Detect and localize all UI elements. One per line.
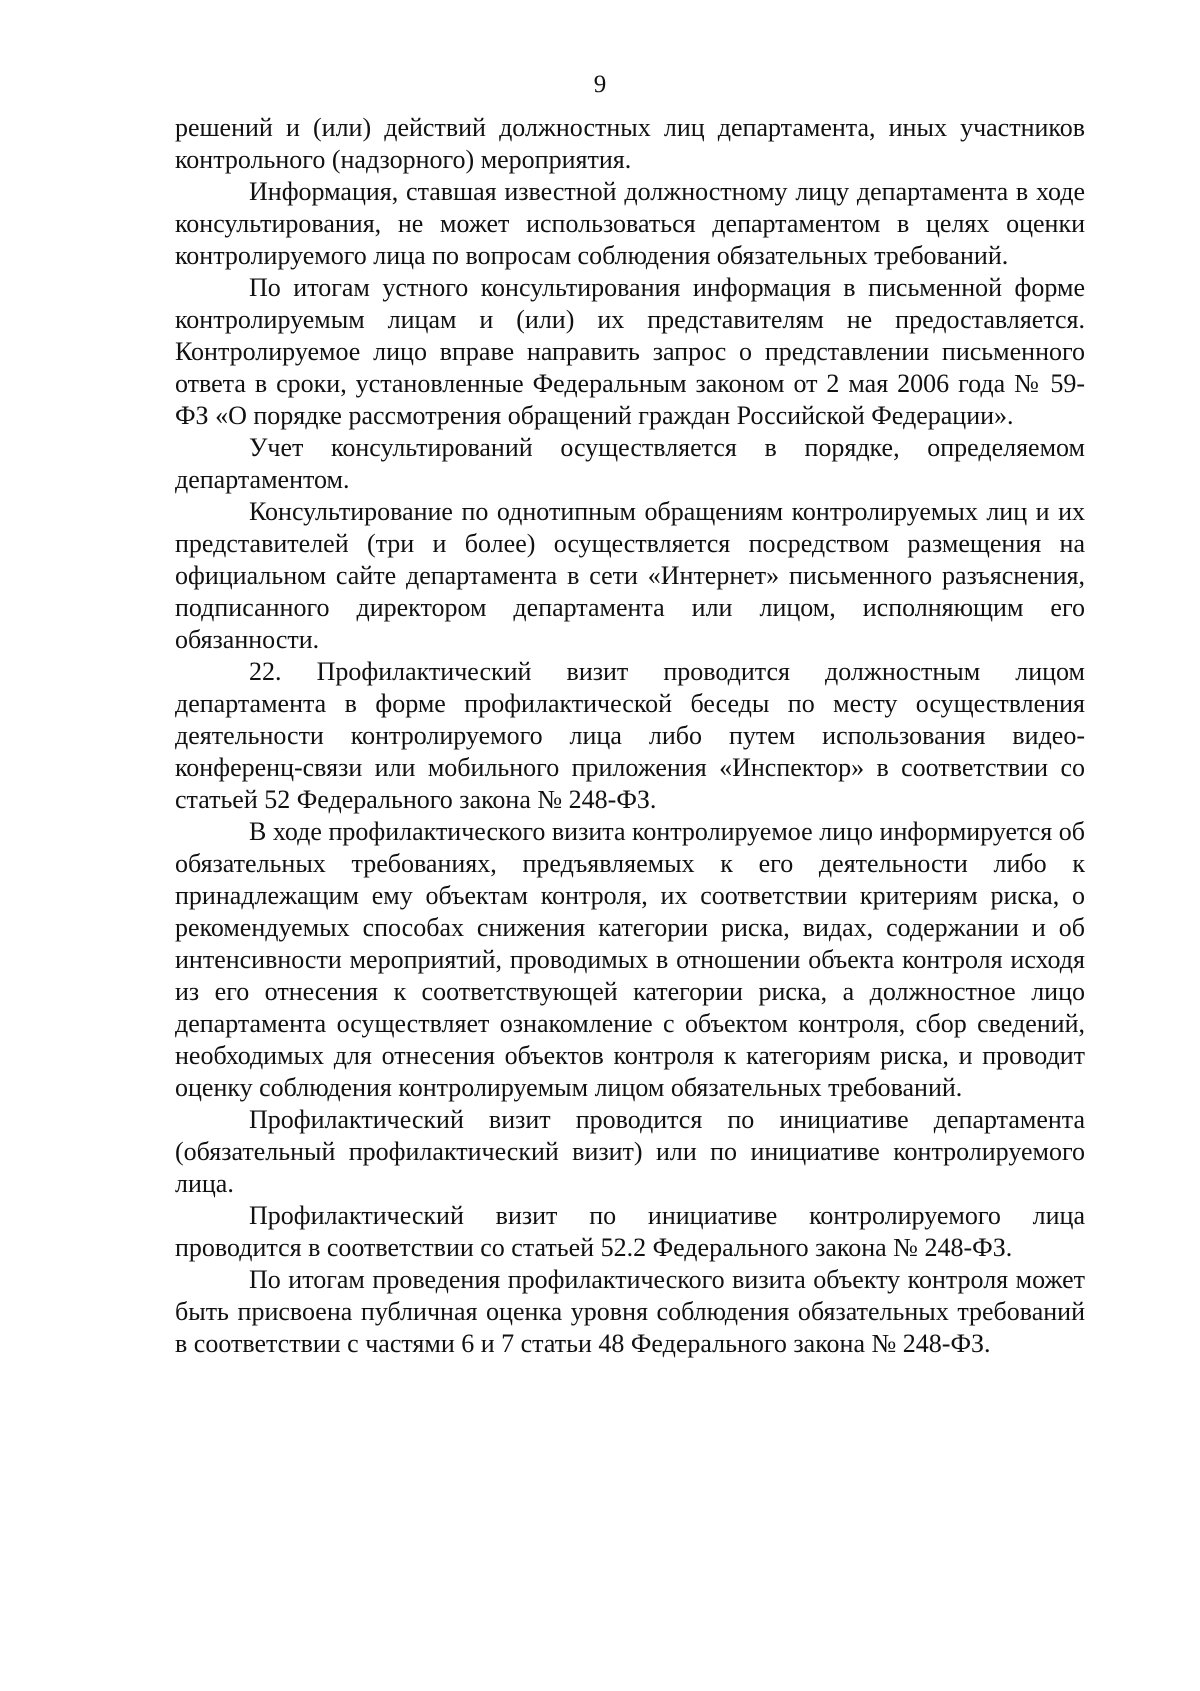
paragraph: решений и (или) действий должностных лиц департамента, иных участников контрольного (надзорного) мероприятия. [175, 113, 1085, 174]
page-number: 9 [593, 71, 607, 98]
paragraph: По итогам проведения профилактического визита объекту контроля может быть присвоена публичная оценка уровня соблюдения обязательных требований в соответствии с частями 6 и 7 статьи 48 Федерального закона № 248-ФЗ. [175, 1265, 1085, 1358]
paragraph: В ходе профилактического визита контролируемое лицо информируется об обязательных требованиях, предъявляемых к его деятельности либо к принадлежащим ему объектам контроля, их соответствии критериям риска, о рекомендуемых способах снижения категории риска, видах, содержании и об интенсивности мероприятий, проводимых в отношении объекта контроля исходя из его отнесения к соответствующей категории риска, а должностное лицо департамента осуществляет ознакомление с объектом контроля, сбор сведений, необходимых для отнесения объектов контроля к категориям риска, и проводит оценку соблюдения контролируемым лицом обязательных требований. [175, 817, 1085, 1102]
document-body [175, 112, 1085, 1360]
paragraph: Консультирование по однотипным обращениям контролируемых лиц и их представителей (три и более) осуществляется посредством размещения на официальном сайте департамента в сети «Интернет» письменного разъяснения, подписанного директором департамента или лицом, исполняющим его обязанности. [175, 497, 1085, 654]
paragraph: Профилактический визит по инициативе контролируемого лица проводится в соответствии со статьей 52.2 Федерального закона № 248-ФЗ. [175, 1201, 1085, 1262]
paragraph: Профилактический визит проводится по инициативе департамента (обязательный профилактический визит) или по инициативе контролируемого лица. [175, 1105, 1085, 1198]
paragraph: Информация, ставшая известной должностному лицу департамента в ходе консультирования, не может использоваться департаментом в целях оценки контролируемого лица по вопросам соблюдения обязательных требований. [175, 177, 1085, 270]
paragraph: По итогам устного консультирования информация в письменной форме контролируемым лицам и (или) их представителям не предоставляется. Контролируемое лицо вправе направить запрос о представлении письменного ответа в сроки, установленные Федеральным законом от 2 мая 2006 года № 59-ФЗ «О порядке рассмотрения обращений граждан Российской Федерации». [175, 273, 1085, 430]
paragraph-item-22: 22. Профилактический визит проводится должностным лицом департамента в форме профилактической беседы по месту осуществления деятельности контролируемого лица либо путем использования видео-конференц-связи или мобильного приложения «Инспектор» в соответствии со статьей 52 Федерального закона № 248-ФЗ. [175, 657, 1085, 814]
paragraph: Учет консультирований осуществляется в порядке, определяемом департаментом. [175, 433, 1085, 494]
